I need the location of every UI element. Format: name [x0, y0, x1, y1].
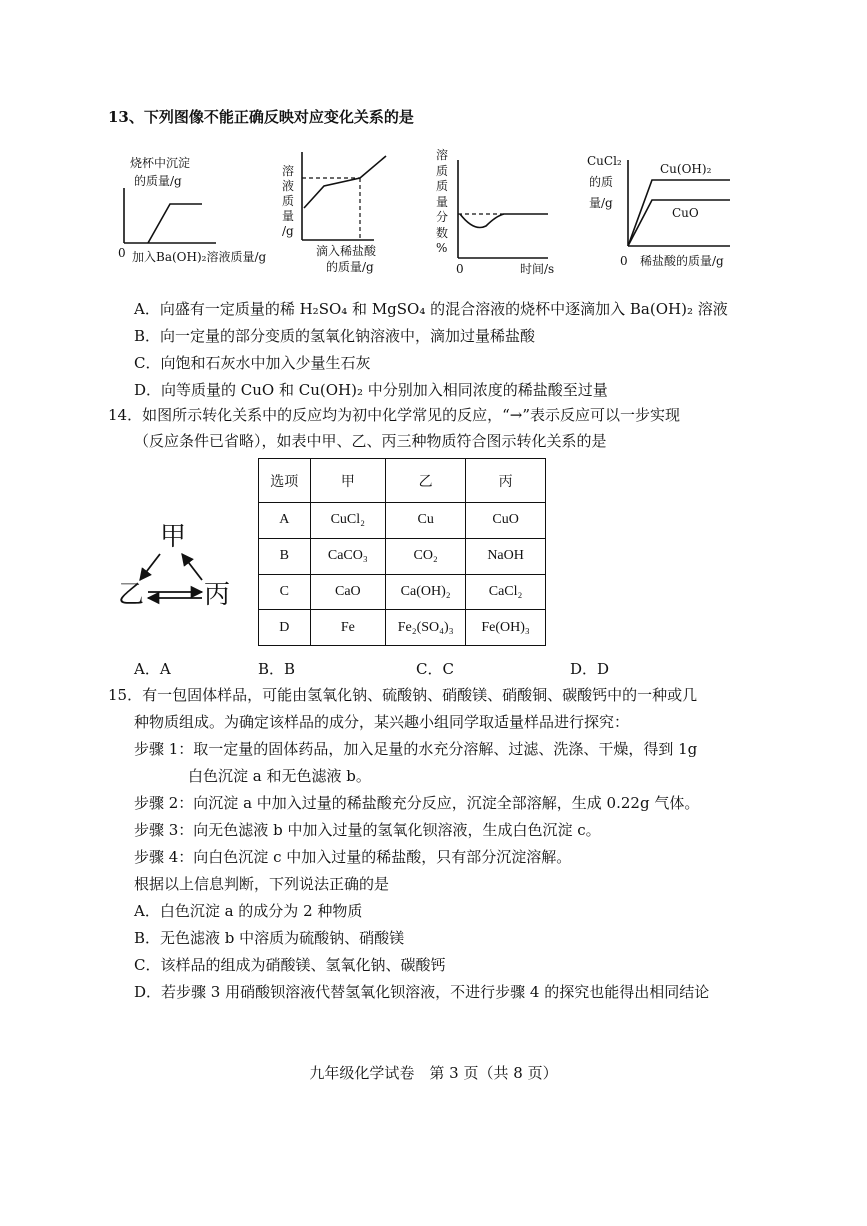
q15-stem-2: 种物质组成。为确定该样品的成分，某兴趣小组同学取适量样品进行探究： [134, 713, 630, 731]
q15-prompt: 根据以上信息判断，下列说法正确的是 [134, 875, 390, 893]
q15-stem-1: 15．有一包固体样品，可能由氢氧化钠、硫酸钠、硝酸镁、硝酸铜、碳酸钙中的一种或几 [108, 686, 698, 704]
graph3-plot [452, 160, 552, 262]
page-footer: 九年级化学试卷 第 3 页（共 8 页） [309, 1064, 558, 1082]
table-cell: CuO [466, 503, 546, 539]
graph4-series-bottom: CuO [672, 206, 699, 220]
diagram-right: 丙 [204, 580, 231, 610]
q14-answer-c: C．C [416, 660, 454, 678]
table-cell: D [259, 610, 311, 646]
q15-option-d: D．若步骤 3 用硝酸钡溶液代替氢氧化钡溶液，不进行步骤 4 的探究也能得出相同结论 [134, 983, 710, 1001]
diagram-arrows [110, 520, 220, 610]
graph2-plot [298, 152, 398, 244]
table-cell: C [259, 574, 311, 610]
table-row [259, 503, 546, 539]
graph4-y-label-2: 的质 [589, 175, 614, 189]
diagram-top: 甲 [160, 522, 187, 552]
q13-option-d: D．向等质量的 CuO 和 Cu(OH)₂ 中分别加入相同浓度的稀盐酸至过量 [134, 381, 608, 399]
graph3-y-label: 溶 质 质 量 分 数 % [436, 148, 449, 255]
graph2-y-label: 溶 液 质 量 /g [282, 164, 295, 238]
table-cell: NaOH [466, 538, 546, 574]
table-cell: CuCl₂ [310, 503, 386, 539]
table-cell: Fe(OH)₃ [466, 610, 546, 646]
table-cell: Cu [386, 503, 466, 539]
q13-option-b: B．向一定量的部分变质的氢氧化钠溶液中，滴加过量稀盐酸 [134, 327, 536, 345]
q15-step2: 步骤 2：向沉淀 a 中加入过量的稀盐酸充分反应，沉淀全部溶解，生成 0.22g 气体。 [134, 794, 700, 812]
table-header: 乙 [386, 459, 466, 503]
graph3-x-label: 时间/s [520, 262, 555, 276]
table-cell: CaCO₃ [310, 538, 386, 574]
table-cell: A [259, 503, 311, 539]
graph4-y-label-3: 量/g [589, 196, 613, 210]
q13-option-c: C．向饱和石灰水中加入少量生石灰 [134, 354, 371, 372]
table-cell: B [259, 538, 311, 574]
table-header: 丙 [466, 459, 546, 503]
table-cell: Ca(OH)₂ [386, 574, 466, 610]
q15-option-a: A．白色沉淀 a 的成分为 2 种物质 [134, 902, 363, 920]
q13-option-a: A．向盛有一定质量的稀 H₂SO₄ 和 MgSO₄ 的混合溶液的烧杯中逐滴加入 Ba(OH)₂ 溶液 [134, 300, 728, 318]
graph2-x-label-1: 滴入稀盐酸 [316, 244, 377, 258]
diagram-left: 乙 [118, 580, 145, 610]
table-cell: Fe [310, 610, 386, 646]
graph4-origin: 0 [620, 254, 628, 268]
graph1-y-label-1: 烧杯中沉淀 [130, 156, 191, 170]
table-cell: CaCl₂ [466, 574, 546, 610]
q14-stem-1: 14．如图所示转化关系中的反应均为初中化学常见的反应，“→”表示反应可以一步实现 [108, 406, 680, 424]
table-row [259, 538, 546, 574]
graph1-plot [118, 188, 218, 248]
table-cell: CO₂ [386, 538, 466, 574]
q15-step1-line2: 白色沉淀 a 和无色滤液 b。 [188, 767, 371, 785]
table-cell: Fe₂(SO₄)₃ [386, 610, 466, 646]
q15-option-c: C．该样品的组成为硝酸镁、氢氧化钠、碳酸钙 [134, 956, 446, 974]
table-header: 甲 [310, 459, 386, 503]
table-header-row [259, 459, 546, 503]
q14-answer-a: A．A [134, 660, 171, 678]
graph1-x-label: 加入Ba(OH)₂溶液质量/g [132, 250, 267, 264]
graph4-series-top: Cu(OH)₂ [660, 162, 712, 176]
table-header: 选项 [259, 459, 311, 503]
q14-answer-d: D．D [570, 660, 610, 678]
table-row [259, 574, 546, 610]
graph4-y-label-1: CuCl₂ [587, 154, 622, 168]
graph3-origin: 0 [456, 262, 464, 276]
table-row [259, 610, 546, 646]
q15-step3: 步骤 3：向无色滤液 b 中加入过量的氢氧化钡溶液，生成白色沉淀 c。 [134, 821, 601, 839]
q15-option-b: B．无色滤液 b 中溶质为硫酸钠、硝酸镁 [134, 929, 405, 947]
q15-step1-line1: 步骤 1：取一定量的固体药品，加入足量的水充分溶解、过滤、洗涤、干燥，得到 1g [134, 740, 698, 758]
table-cell: CaO [310, 574, 386, 610]
q14-stem-2: （反应条件已省略），如表中甲、乙、丙三种物质符合图示转化关系的是 [134, 432, 607, 450]
q13-stem: 13、下列图像不能正确反映对应变化关系的是 [108, 108, 414, 126]
q15-step4: 步骤 4：向白色沉淀 c 中加入过量的稀盐酸，只有部分沉淀溶解。 [134, 848, 572, 866]
graph1-y-label-2: 的质量/g [134, 174, 182, 188]
q14-answer-b: B．B [258, 660, 296, 678]
q14-table [258, 458, 546, 646]
graph1-origin: 0 [118, 246, 126, 260]
graph2-x-label-2: 的质量/g [326, 260, 374, 274]
graph4-x-label: 稀盐酸的质量/g [640, 254, 724, 268]
